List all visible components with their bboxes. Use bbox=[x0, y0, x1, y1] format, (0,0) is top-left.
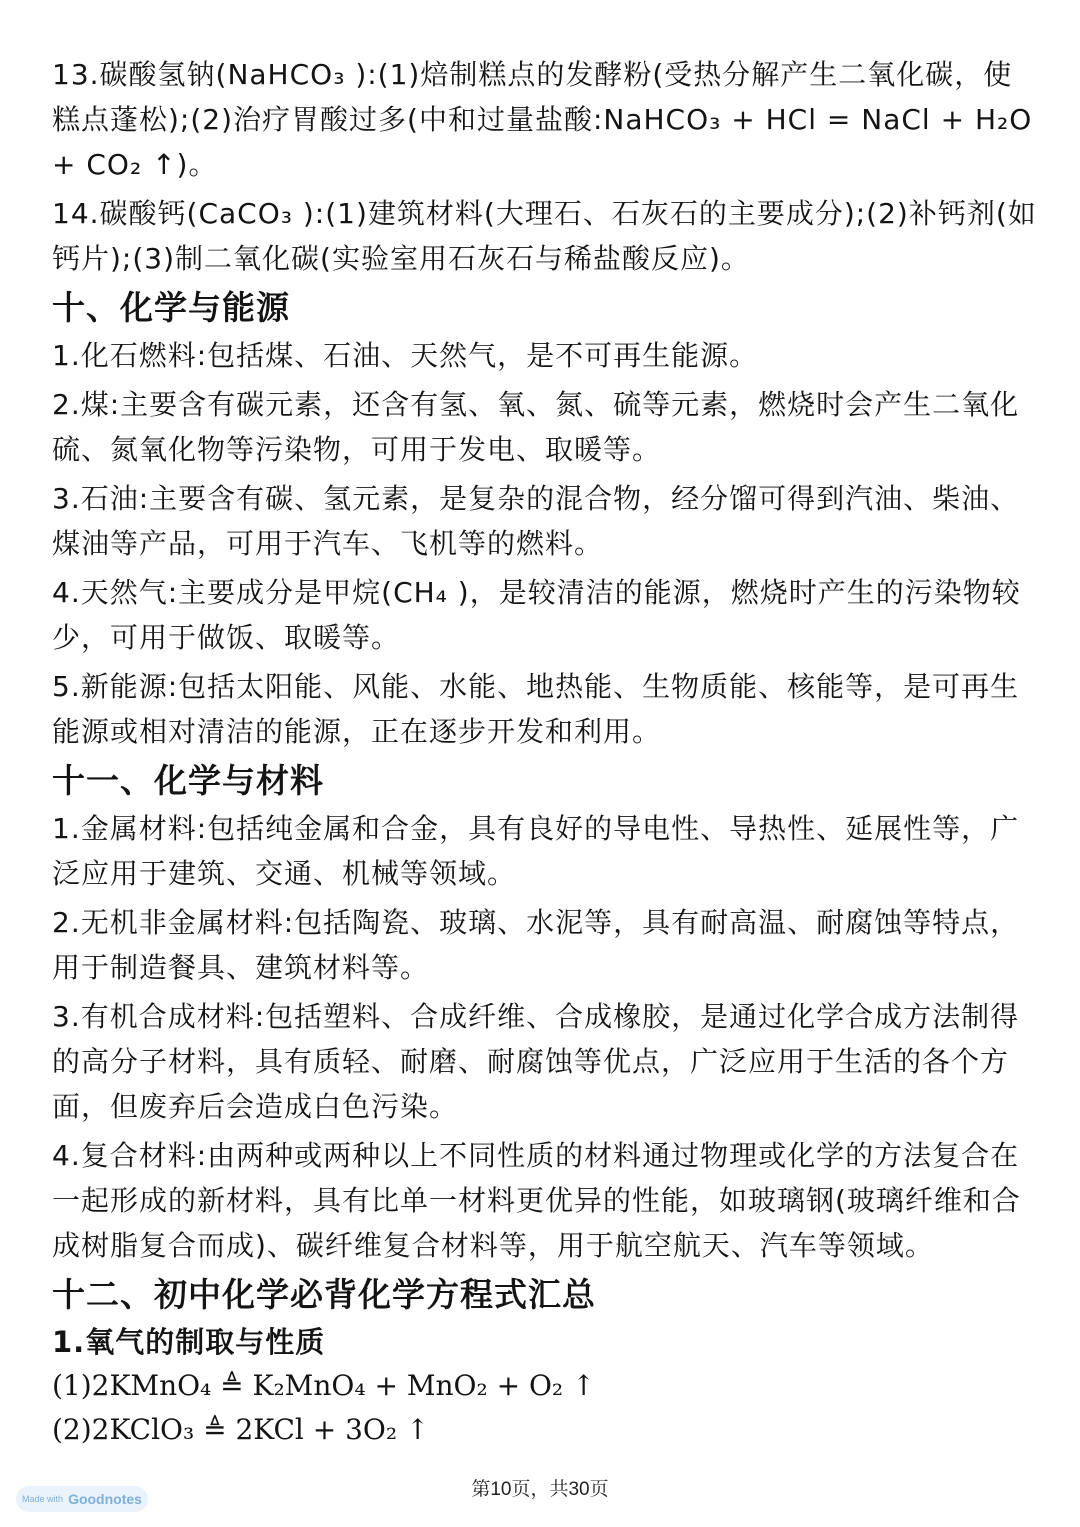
section-heading-materials: 十一、化学与材料 bbox=[52, 761, 324, 800]
paragraph-fossil-fuels: 1.化石燃料:包括煤、石油、天然气，是不可再生能源。 bbox=[52, 339, 759, 372]
paragraph-sodium-bicarbonate: 13.碳酸氢钠(NaHCO₃ ):(1)焙制糕点的发酵粉(受热分解产生二氧化碳，使糕点蓬松);(2)治疗胃酸过多(中和过量盐酸:NaHCO₃ + HCl = NaCl + H₂O + CO₂ ↑)。 bbox=[52, 58, 1033, 181]
paragraph-organic-materials: 3.有机合成材料:包括塑料、合成纤维、合成橡胶，是通过化学合成方法制得的高分子材料，具有质轻、耐磨、耐腐蚀等优点，广泛应用于生活的各个方面，但废弃后会造成白色污染。 bbox=[52, 1000, 1020, 1123]
page-number: 第10页，共30页 bbox=[471, 1479, 609, 1500]
paragraph-petroleum: 3.石油:主要含有碳、氢元素，是复杂的混合物，经分馏可得到汽油、柴油、煤油等产品，可用于汽车、飞机等的燃料。 bbox=[52, 482, 1020, 560]
paragraph-inorganic-materials: 2.无机非金属材料:包括陶瓷、玻璃、水泥等，具有耐高温、耐腐蚀等特点，用于制造餐具、建筑材料等。 bbox=[52, 906, 1020, 984]
subheading-oxygen: 1.氧气的制取与性质 bbox=[52, 1325, 326, 1359]
paragraph-new-energy: 5.新能源:包括太阳能、风能、水能、地热能、生物质能、核能等，是可再生能源或相对清洁的能源，正在逐步开发和利用。 bbox=[52, 670, 1020, 748]
paragraph-natural-gas: 4.天然气:主要成分是甲烷(CH₄ )，是较清洁的能源，燃烧时产生的污染物较少，可用于做饭、取暖等。 bbox=[52, 576, 1021, 654]
paragraph-composite-materials: 4.复合材料:由两种或两种以上不同性质的材料通过物理或化学的方法复合在一起形成的新材料，具有比单一材料更优异的性能，如玻璃钢(玻璃纤维和合成树脂复合而成)、碳纤维复合材料等，用于航空航天、汽车等领域。 bbox=[52, 1139, 1021, 1262]
goodnotes-badge bbox=[16, 1486, 148, 1512]
made-with-label: Made with bbox=[22, 1494, 64, 1504]
paragraph-coal: 2.煤:主要含有碳元素，还含有氢、氧、氮、硫等元素，燃烧时会产生二氧化硫、氮氧化物等污染物，可用于发电、取暖等。 bbox=[52, 388, 1020, 466]
equation-kmno4: (1)2KMnO₄ ≜ K₂MnO₄ + MnO₂ + O₂ ↑ bbox=[52, 1369, 596, 1402]
goodnotes-logo: Goodnotes bbox=[68, 1491, 142, 1507]
equation-kclo3: (2)2KClO₃ ≜ 2KCl + 3O₂ ↑ bbox=[52, 1413, 430, 1446]
section-heading-energy: 十、化学与能源 bbox=[52, 288, 290, 327]
paragraph-metal-materials: 1.金属材料:包括纯金属和合金，具有良好的导电性、导热性、延展性等，广泛应用于建筑、交通、机械等领域。 bbox=[52, 812, 1020, 890]
section-heading-equations: 十二、初中化学必背化学方程式汇总 bbox=[52, 1275, 596, 1314]
paragraph-calcium-carbonate: 14.碳酸钙(CaCO₃ ):(1)建筑材料(大理石、石灰石的主要成分);(2)补钙剂(如钙片);(3)制二氧化碳(实验室用石灰石与稀盐酸反应)。 bbox=[52, 197, 1037, 275]
document-body bbox=[52, 52, 1037, 1452]
